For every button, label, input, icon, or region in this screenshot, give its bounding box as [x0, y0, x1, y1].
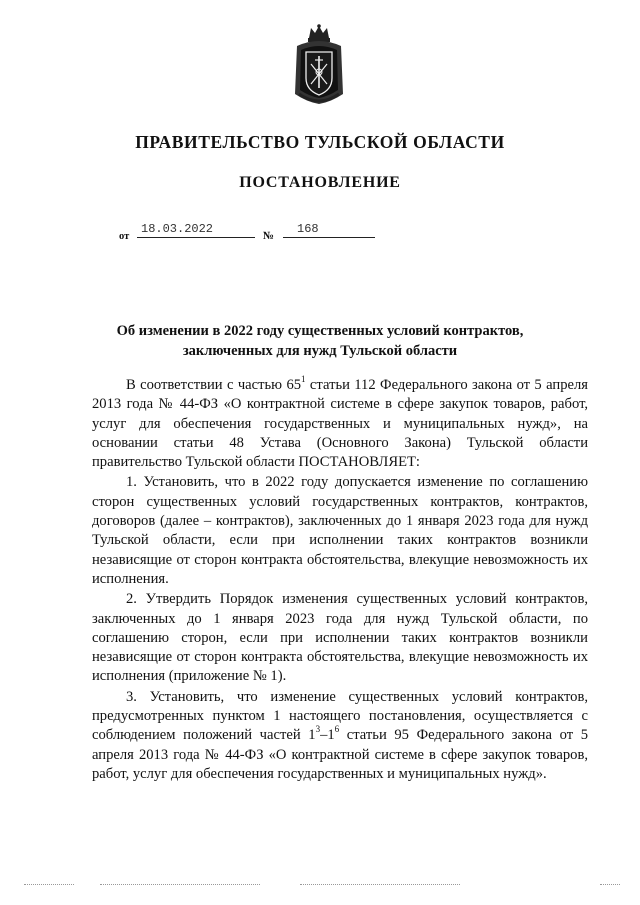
date-label: от	[119, 231, 130, 242]
document-type: ПОСТАНОВЛЕНИЕ	[239, 174, 401, 191]
footer-divider	[300, 884, 460, 887]
document-body	[92, 376, 588, 784]
paragraph-item-2: 2. Утвердить Порядок изменения существенных условий контрактов, заключенных до 1 января 2023 года для нужд Тульской области, по соглашению сторон, если при исполнении таких контрактов возникли независящие от сторон контракта обстоятельства, влекущие невозможность их исполнения (приложение № 1).	[92, 591, 588, 685]
footer-divider	[100, 884, 260, 887]
subject-line-1: Об изменении в 2022 году существенных условий контрактов,	[116, 323, 524, 339]
footer-divider	[24, 884, 74, 887]
paragraph-item-3: 3. Установить, что изменение существенных условий контрактов, предусмотренных пунктом 1 настоящего постановления, осуществляется с соблюдением положений частей $1^3-1^6$ статьи 95 Федерального закона от 5 апреля 2013 года № 44-ФЗ «О контрактной системе в сфере закупок товаров, работ, услуг для обеспечения государственных и муниципальных нужд».	[92, 688, 588, 782]
number-label: №	[263, 230, 275, 242]
organization-title: ПРАВИТЕЛЬСТВО ТУЛЬСКОЙ ОБЛАСТИ	[135, 132, 505, 152]
paragraph-preamble: В соответствии с частью $65^1$ статьи 112 Федерального закона от 5 апреля 2013 года № 44-ФЗ «О контрактной системе в сфере закупок товаров, работ, услуг для обеспечения государственных и муниципальных нужд», на основании статьи 48 Устава (Основного Закона) Тульской области правительство Тульской области ПОСТАНОВЛЯЕТ:	[92, 374, 588, 471]
paragraph-item-1: 1. Установить, что в 2022 году допускается изменение по соглашению сторон существенных условий государственных контрактов, контрактов, договоров (далее – контрактов), заключенных до 1 января 2023 года для нужд Тульской области, если при исполнении таких контрактов возникли независящие от сторон контракта обстоятельства, влекущие невозможность их исполнения.	[92, 474, 588, 587]
document-subject	[0, 321, 640, 361]
number-field: 168	[283, 222, 375, 238]
tula-coat-of-arms-icon	[291, 24, 347, 106]
subject-line-2: заключенных для нужд Тульской области	[182, 343, 458, 359]
date-field: 18.03.2022	[137, 222, 255, 238]
registration-line	[119, 222, 419, 242]
footer-divider	[600, 884, 620, 887]
